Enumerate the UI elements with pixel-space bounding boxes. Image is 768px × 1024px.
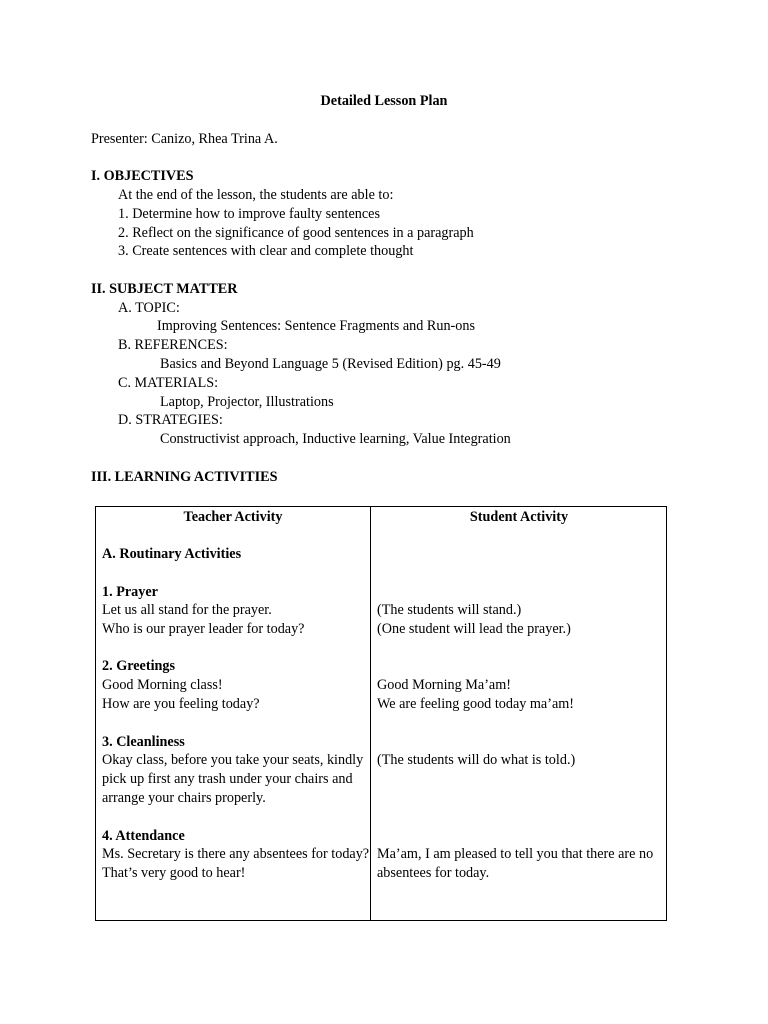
- objective-item: 1. Determine how to improve faulty sentences: [118, 206, 380, 222]
- teacher-line: pick up first any trash under your chairs and: [102, 771, 353, 787]
- presenter-line: Presenter: Canizo, Rhea Trina A.: [91, 131, 278, 147]
- materials-label: C. MATERIALS:: [118, 375, 219, 391]
- teacher-line: Ms. Secretary is there any absentees for today?: [102, 846, 370, 862]
- teacher-line: Let us all stand for the prayer.: [102, 602, 272, 618]
- greetings-heading: 2. Greetings: [102, 658, 176, 674]
- student-line: (One student will lead the prayer.): [377, 621, 571, 637]
- student-line: (The students will do what is told.): [377, 752, 576, 768]
- topic-value: Improving Sentences: Sentence Fragments and Run-ons: [157, 318, 475, 334]
- learning-activities-heading: III. LEARNING ACTIVITIES: [91, 469, 278, 485]
- attendance-heading: 4. Attendance: [102, 828, 185, 844]
- objective-item: 2. Reflect on the significance of good sentences in a paragraph: [118, 225, 474, 241]
- strategies-label: D. STRATEGIES:: [118, 412, 223, 428]
- strategies-value: Constructivist approach, Inductive learning, Value Integration: [160, 431, 511, 447]
- teacher-line: Good Morning class!: [102, 677, 223, 693]
- teacher-activity-header: Teacher Activity: [183, 509, 283, 525]
- student-line: Good Morning Ma’am!: [377, 677, 511, 693]
- subject-matter-heading: II. SUBJECT MATTER: [91, 281, 238, 297]
- objectives-heading: I. OBJECTIVES: [91, 168, 194, 184]
- student-line: We are feeling good today ma’am!: [377, 696, 575, 712]
- prayer-heading: 1. Prayer: [102, 584, 158, 600]
- activities-table: [95, 506, 667, 921]
- student-line: (The students will stand.): [377, 602, 522, 618]
- student-line: Ma’am, I am pleased to tell you that there are no: [377, 846, 654, 862]
- student-line: absentees for today.: [377, 865, 490, 881]
- teacher-line: Okay class, before you take your seats, kindly: [102, 752, 364, 768]
- teacher-line: arrange your chairs properly.: [102, 790, 266, 806]
- teacher-line: That’s very good to hear!: [102, 865, 246, 881]
- student-activity-header: Student Activity: [469, 509, 569, 525]
- materials-value: Laptop, Projector, Illustrations: [160, 394, 334, 410]
- objective-item: 3. Create sentences with clear and complete thought: [118, 243, 414, 259]
- topic-label: A. TOPIC:: [118, 300, 180, 316]
- references-value: Basics and Beyond Language 5 (Revised Edition) pg. 45-49: [160, 356, 501, 372]
- cleanliness-heading: 3. Cleanliness: [102, 734, 185, 750]
- document-title: Detailed Lesson Plan: [320, 93, 448, 109]
- teacher-line: How are you feeling today?: [102, 696, 260, 712]
- objectives-intro: At the end of the lesson, the students are able to:: [118, 187, 394, 203]
- teacher-line: Who is our prayer leader for today?: [102, 621, 305, 637]
- references-label: B. REFERENCES:: [118, 337, 228, 353]
- section-a-heading: A. Routinary Activities: [102, 546, 242, 562]
- column-divider: [370, 507, 371, 920]
